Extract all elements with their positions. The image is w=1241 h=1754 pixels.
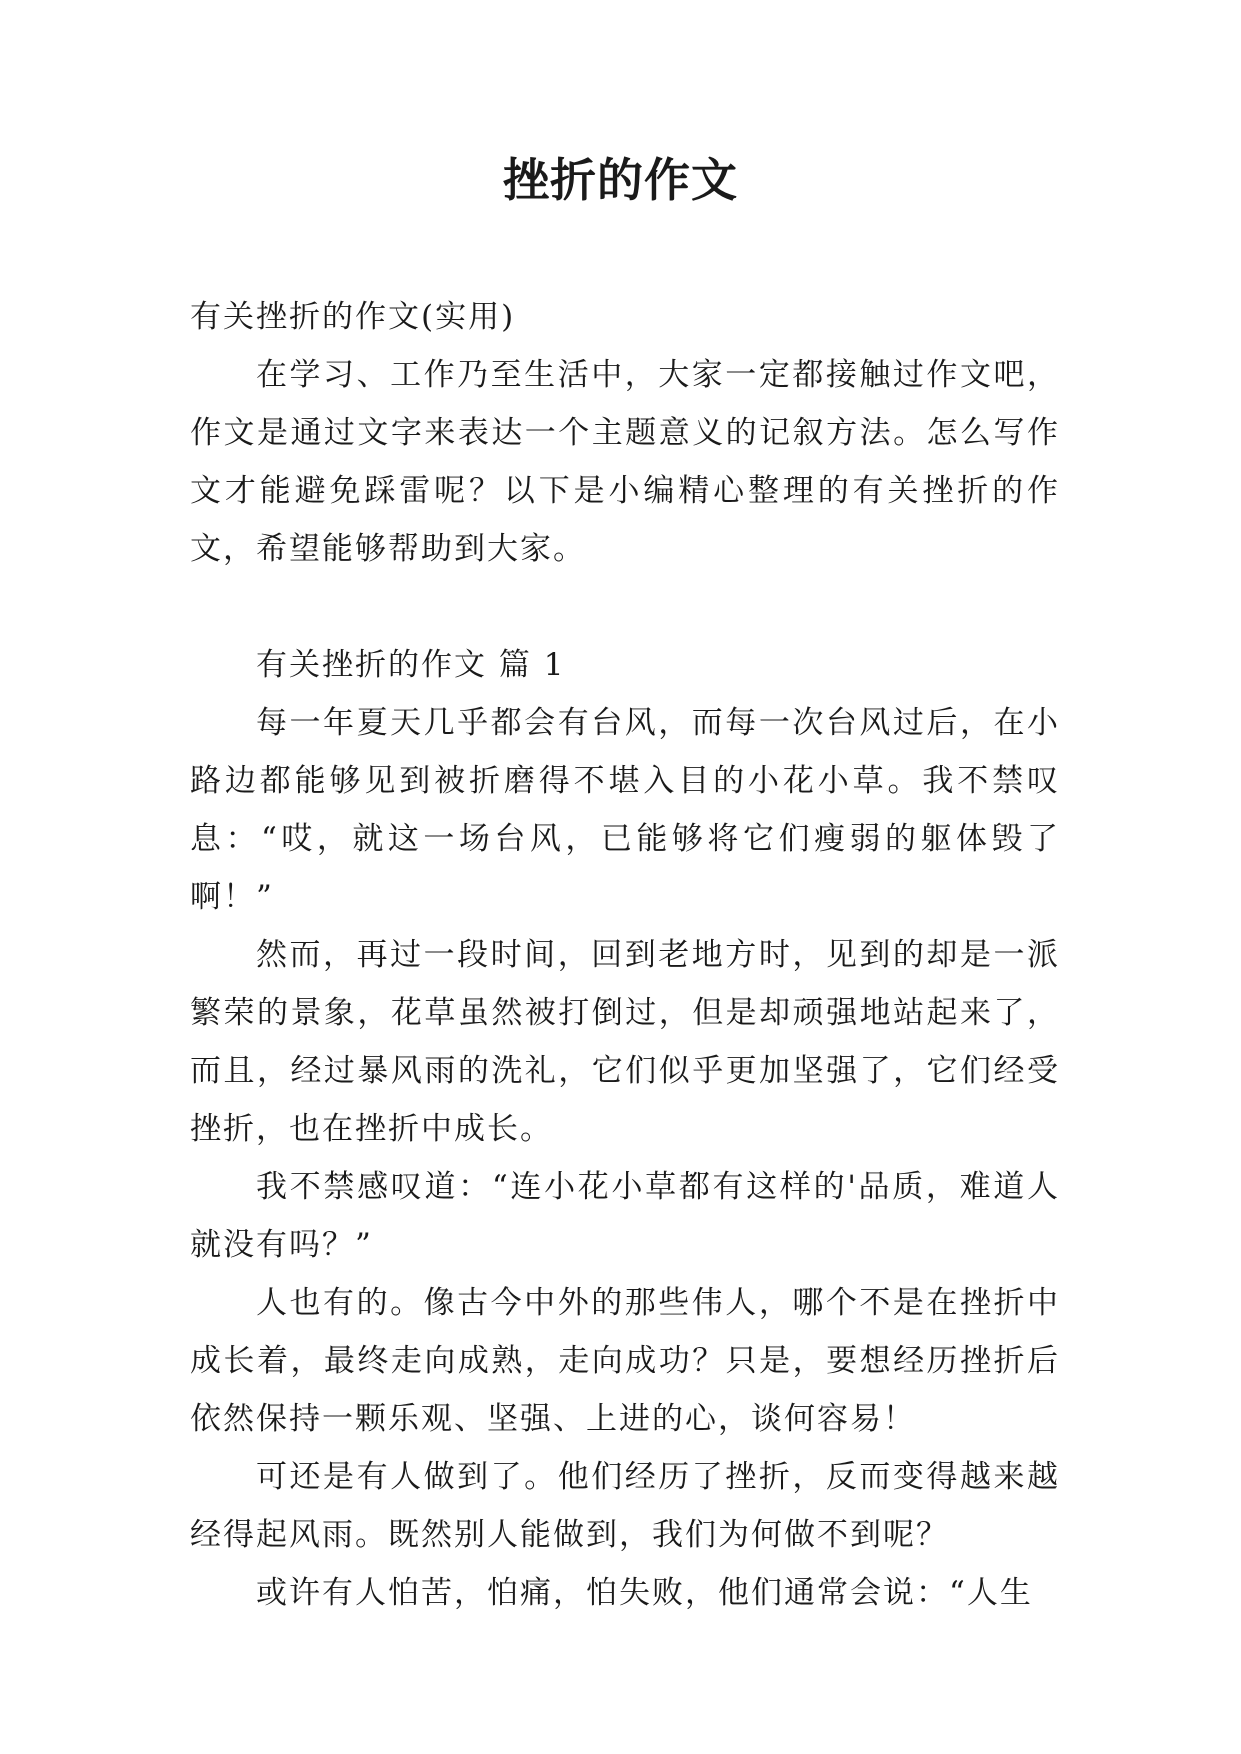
body-paragraph: 人也有的。像古今中外的那些伟人，哪个不是在挫折中成长着，最终走向成熟，走向成功？只是，要想经历挫折后依然保持一颗乐观、坚强、上进的心，谈何容易！ — [190, 1285, 1060, 1437]
body-paragraph: 然而，再过一段时间，回到老地方时，见到的却是一派繁荣的景象，花草虽然被打倒过，但是却顽强地站起来了，而且，经过暴风雨的洗礼，它们似乎更加坚强了，它们经受挫折，也在挫折中成长。 — [190, 937, 1060, 1147]
body-paragraph: 每一年夏天几乎都会有台风，而每一次台风过后，在小路边都能够见到被折磨得不堪入目的小花小草。我不禁叹息：“哎，就这一场台风，已能够将它们瘦弱的躯体毁了啊！” — [190, 705, 1060, 915]
intro-paragraph: 在学习、工作乃至生活中，大家一定都接触过作文吧，作文是通过文字来表达一个主题意义的记叙方法。怎么写作文才能避免踩雷呢？以下是小编精心整理的有关挫折的作文，希望能够帮助到大家。 — [190, 357, 1060, 567]
document-subtitle: 有关挫折的作文(实用) — [190, 299, 516, 335]
document-title: 挫折的作文 — [503, 153, 738, 207]
body-paragraph: 或许有人怕苦，怕痛，怕失败，他们通常会说：“人生 — [256, 1575, 1033, 1611]
body-paragraph: 我不禁感叹道：“连小花小草都有这样的'品质，难道人就没有吗？” — [190, 1169, 1060, 1263]
body-paragraph: 可还是有人做到了。他们经历了挫折，反而变得越来越经得起风雨。既然别人能做到，我们为何做不到呢？ — [190, 1459, 1060, 1553]
section-spacer — [190, 578, 1060, 636]
section-heading: 有关挫折的作文 篇 1 — [256, 647, 566, 683]
document-body — [190, 288, 1060, 1622]
